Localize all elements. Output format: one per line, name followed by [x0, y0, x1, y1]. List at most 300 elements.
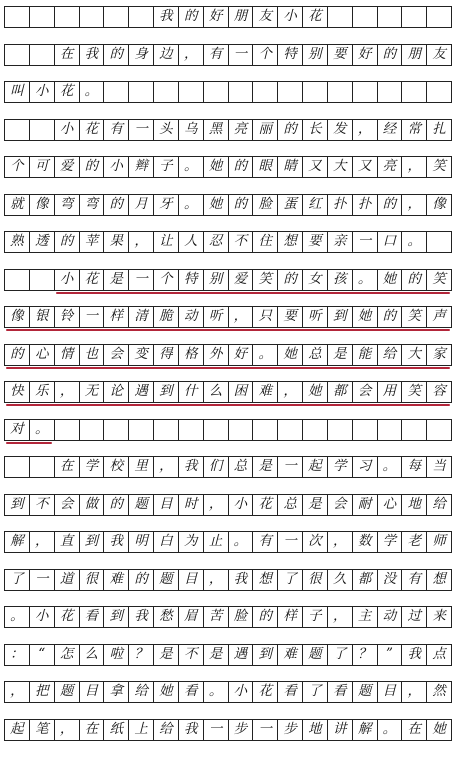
grid-cell: [204, 420, 229, 440]
grid-cell: 里: [129, 457, 154, 477]
grid-cell: 的: [129, 570, 154, 590]
grid-cell: 会: [353, 382, 378, 402]
grid-cell: 是: [204, 645, 229, 665]
grid-cell: 月: [129, 195, 154, 215]
grid-cell: 题: [303, 645, 328, 665]
grid-cell: [378, 420, 403, 440]
grid-cell: 难: [104, 570, 129, 590]
grid-cell: 地: [303, 720, 328, 740]
grid-cell: ，: [129, 232, 154, 252]
grid-cell: 直: [55, 532, 80, 552]
grid-cell: 一: [253, 720, 278, 740]
grid-cell: 她: [378, 270, 403, 290]
grid-cell: 亮: [229, 120, 254, 140]
grid-cell: 别: [303, 45, 328, 65]
grid-line: [4, 269, 452, 291]
grid-cell: 题: [55, 682, 80, 702]
grid-cell: 个: [154, 270, 179, 290]
grid-cell: 听: [204, 307, 229, 327]
grid-cell: 头: [154, 120, 179, 140]
grid-cell: 外: [204, 345, 229, 365]
grid-cell: 别: [204, 270, 229, 290]
grid-cell: 会: [104, 345, 129, 365]
grid-cell: 题: [353, 682, 378, 702]
grid-cell: 是: [303, 495, 328, 515]
grid-cell: 特: [278, 45, 303, 65]
grid-cell: 什: [179, 382, 204, 402]
grid-cell: 点: [427, 645, 452, 665]
grid-cell: 一: [129, 270, 154, 290]
grid-cell: 。: [353, 270, 378, 290]
grid-cell: 脸: [253, 195, 278, 215]
grid-cell: 在: [55, 457, 80, 477]
grid-cell: 爱: [229, 270, 254, 290]
grid-cell: 经: [378, 120, 403, 140]
grid-cell: 到: [80, 532, 105, 552]
grid-cell: 样: [278, 607, 303, 627]
grid-cell: 讲: [328, 720, 353, 740]
grid-cell: 朋: [229, 7, 254, 27]
grid-cell: 难: [278, 645, 303, 665]
grid-cell: 叫: [5, 82, 30, 102]
grid-cell: 辫: [129, 157, 154, 177]
grid-cell: 她: [303, 382, 328, 402]
grid-cell: 笑: [427, 270, 452, 290]
grid-cell: 苦: [204, 607, 229, 627]
grid-cell: 每: [402, 457, 427, 477]
grid-cell: [278, 420, 303, 440]
grid-cell: 丽: [253, 120, 278, 140]
grid-cell: 。: [378, 457, 403, 477]
grid-cell: 脸: [229, 607, 254, 627]
grid-cell: 。: [179, 195, 204, 215]
grid-cell: [129, 420, 154, 440]
grid-cell: 步: [229, 720, 254, 740]
grid-cell: 透: [30, 232, 55, 252]
grid-cell: 遇: [229, 645, 254, 665]
grid-cell: 情: [55, 345, 80, 365]
grid-cell: 解: [353, 720, 378, 740]
grid-cell: [328, 7, 353, 27]
grid-cell: 解: [5, 532, 30, 552]
grid-cell: 们: [204, 457, 229, 477]
grid-line: [4, 306, 452, 328]
grid-cell: 有: [204, 45, 229, 65]
grid-cell: 小: [229, 495, 254, 515]
grid-cell: 来: [427, 607, 452, 627]
grid-cell: 难: [253, 382, 278, 402]
grid-cell: 的: [278, 270, 303, 290]
grid-cell: [5, 45, 30, 65]
grid-cell: 一: [278, 532, 303, 552]
grid-cell: [427, 232, 452, 252]
grid-cell: 是: [104, 270, 129, 290]
grid-cell: [253, 420, 278, 440]
grid-cell: 很: [303, 570, 328, 590]
grid-cell: [80, 420, 105, 440]
grid-cell: 当: [427, 457, 452, 477]
grid-cell: [253, 82, 278, 102]
grid-cell: 目: [179, 570, 204, 590]
grid-cell: 她: [427, 720, 452, 740]
grid-cell: 的: [179, 7, 204, 27]
grid-cell: 又: [353, 157, 378, 177]
grid-cell: [353, 420, 378, 440]
grid-cell: ，: [402, 157, 427, 177]
grid-line: [4, 44, 452, 66]
grid-cell: [427, 420, 452, 440]
grid-cell: [402, 420, 427, 440]
grid-cell: [5, 7, 30, 27]
grid-cell: 边: [154, 45, 179, 65]
grid-cell: 做: [80, 495, 105, 515]
grid-cell: 久: [328, 570, 353, 590]
grid-cell: 拿: [104, 682, 129, 702]
grid-cell: 。: [30, 420, 55, 440]
grid-cell: 蛋: [278, 195, 303, 215]
grid-cell: 友: [427, 45, 452, 65]
grid-line: [4, 569, 452, 591]
grid-cell: 是: [328, 345, 353, 365]
grid-cell: 黑: [204, 120, 229, 140]
grid-cell: 把: [30, 682, 55, 702]
grid-cell: 听: [303, 307, 328, 327]
grid-cell: [55, 7, 80, 27]
grid-cell: 苹: [80, 232, 105, 252]
grid-cell: 一: [129, 120, 154, 140]
grid-cell: 想: [278, 232, 303, 252]
grid-cell: 地: [402, 495, 427, 515]
grid-cell: 是: [253, 457, 278, 477]
grid-cell: 。: [80, 82, 105, 102]
grid-cell: 眉: [179, 607, 204, 627]
grid-cell: 她: [278, 345, 303, 365]
grid-cell: [328, 82, 353, 102]
grid-cell: [154, 420, 179, 440]
grid-cell: 小: [30, 82, 55, 102]
grid-cell: ，: [154, 457, 179, 477]
grid-cell: [353, 82, 378, 102]
grid-cell: 能: [353, 345, 378, 365]
grid-cell: ：: [5, 645, 30, 665]
grid-cell: “: [30, 645, 55, 665]
grid-cell: [5, 270, 30, 290]
grid-cell: 动: [179, 307, 204, 327]
grid-cell: 没: [378, 570, 403, 590]
grid-cell: ，: [30, 532, 55, 552]
grid-cell: 子: [154, 157, 179, 177]
grid-line: [4, 531, 452, 553]
grid-cell: 笑: [427, 157, 452, 177]
grid-cell: 身: [129, 45, 154, 65]
grid-cell: 个: [253, 45, 278, 65]
grid-cell: 。: [5, 607, 30, 627]
grid-cell: [378, 82, 403, 102]
grid-cell: [402, 82, 427, 102]
grid-cell: 起: [303, 457, 328, 477]
grid-cell: 大: [328, 157, 353, 177]
grid-cell: 。: [229, 532, 254, 552]
grid-cell: 牙: [154, 195, 179, 215]
grid-cell: ，: [402, 682, 427, 702]
grid-cell: 红: [303, 195, 328, 215]
grid-cell: 很: [80, 570, 105, 590]
grid-cell: 一: [30, 570, 55, 590]
grid-cell: 不: [179, 645, 204, 665]
grid-cell: ，: [204, 495, 229, 515]
grid-cell: 我: [80, 45, 105, 65]
red-underline: [6, 442, 52, 444]
grid-cell: [278, 82, 303, 102]
grid-cell: 数: [353, 532, 378, 552]
grid-cell: 。: [253, 345, 278, 365]
grid-cell: 止: [204, 532, 229, 552]
grid-cell: 友: [253, 7, 278, 27]
grid-cell: 上: [129, 720, 154, 740]
grid-cell: 朋: [402, 45, 427, 65]
grid-line: [4, 81, 452, 103]
grid-cell: ，: [55, 382, 80, 402]
grid-cell: [204, 82, 229, 102]
grid-cell: 的: [229, 195, 254, 215]
grid-cell: 花: [303, 7, 328, 27]
grid-cell: 到: [5, 495, 30, 515]
grid-cell: ？: [129, 645, 154, 665]
grid-cell: [378, 7, 403, 27]
grid-cell: 起: [5, 720, 30, 740]
grid-line: [4, 419, 452, 441]
grid-cell: 想: [427, 570, 452, 590]
grid-cell: 。: [204, 682, 229, 702]
grid-cell: 熟: [5, 232, 30, 252]
grid-cell: 要: [303, 232, 328, 252]
grid-cell: 我: [229, 570, 254, 590]
grid-cell: 小: [229, 682, 254, 702]
grid-cell: 心: [30, 345, 55, 365]
grid-cell: 。: [179, 157, 204, 177]
grid-cell: [5, 457, 30, 477]
grid-cell: 了: [328, 645, 353, 665]
grid-cell: 了: [5, 570, 30, 590]
red-underline: [6, 367, 450, 369]
grid-cell: 学: [328, 457, 353, 477]
grid-cell: 总: [303, 345, 328, 365]
grid-cell: 果: [104, 232, 129, 252]
grid-cell: 声: [427, 307, 452, 327]
grid-cell: 快: [5, 382, 30, 402]
grid-cell: 的: [378, 307, 403, 327]
grid-cell: 到: [253, 645, 278, 665]
grid-cell: 到: [328, 307, 353, 327]
grid-cell: 了: [278, 570, 303, 590]
grid-cell: 用: [378, 382, 403, 402]
grid-cell: 也: [80, 345, 105, 365]
grid-cell: 会: [328, 495, 353, 515]
grid-cell: 过: [402, 607, 427, 627]
grid-cell: 想: [253, 570, 278, 590]
grid-cell: 有: [402, 570, 427, 590]
grid-cell: 她: [353, 307, 378, 327]
grid-cell: 花: [253, 495, 278, 515]
grid-cell: [229, 420, 254, 440]
grid-cell: 她: [204, 157, 229, 177]
grid-cell: 的: [229, 157, 254, 177]
grid-cell: 花: [80, 270, 105, 290]
grid-cell: 让: [154, 232, 179, 252]
grid-cell: 无: [80, 382, 105, 402]
grid-cell: 遇: [129, 382, 154, 402]
grid-cell: 乌: [179, 120, 204, 140]
grid-cell: 笔: [30, 720, 55, 740]
grid-line: [4, 156, 452, 178]
grid-cell: 不: [229, 232, 254, 252]
grid-cell: 的: [5, 345, 30, 365]
grid-cell: 我: [129, 607, 154, 627]
grid-cell: [80, 7, 105, 27]
grid-cell: 特: [179, 270, 204, 290]
grid-cell: 花: [80, 120, 105, 140]
grid-cell: [427, 82, 452, 102]
grid-line: [4, 6, 452, 28]
grid-cell: 得: [154, 345, 179, 365]
grid-cell: 到: [104, 607, 129, 627]
grid-cell: 都: [353, 570, 378, 590]
grid-cell: 笑: [253, 270, 278, 290]
grid-cell: 扑: [353, 195, 378, 215]
grid-cell: 扑: [328, 195, 353, 215]
grid-cell: 给: [378, 345, 403, 365]
grid-cell: 我: [104, 532, 129, 552]
grid-cell: ，: [278, 382, 303, 402]
grid-cell: [104, 82, 129, 102]
grid-cell: 动: [378, 607, 403, 627]
red-underline: [6, 329, 450, 331]
grid-cell: ，: [5, 682, 30, 702]
grid-line: [4, 231, 452, 253]
grid-cell: 都: [328, 382, 353, 402]
grid-cell: [427, 7, 452, 27]
grid-cell: 笑: [402, 307, 427, 327]
grid-cell: [30, 7, 55, 27]
grid-cell: 小: [104, 157, 129, 177]
grid-cell: [30, 270, 55, 290]
grid-cell: 一: [353, 232, 378, 252]
grid-cell: 主: [353, 607, 378, 627]
grid-cell: 有: [104, 120, 129, 140]
grid-cell: 铃: [55, 307, 80, 327]
grid-cell: 就: [5, 195, 30, 215]
grid-cell: 老: [402, 532, 427, 552]
grid-cell: 的: [253, 607, 278, 627]
grid-cell: 明: [129, 532, 154, 552]
grid-line: [4, 644, 452, 666]
grid-cell: 小: [55, 120, 80, 140]
grid-cell: 好: [204, 7, 229, 27]
grid-cell: 像: [427, 195, 452, 215]
grid-cell: 要: [328, 45, 353, 65]
grid-cell: 银: [30, 307, 55, 327]
grid-cell: [129, 82, 154, 102]
grid-cell: [154, 82, 179, 102]
grid-cell: 我: [402, 645, 427, 665]
grid-cell: 扎: [427, 120, 452, 140]
grid-cell: 是: [154, 645, 179, 665]
grid-cell: 小: [55, 270, 80, 290]
grid-cell: [179, 82, 204, 102]
grid-cell: ，: [179, 45, 204, 65]
grid-cell: 给: [129, 682, 154, 702]
grid-cell: 脆: [154, 307, 179, 327]
grid-cell: 我: [179, 457, 204, 477]
grid-line: [4, 719, 452, 741]
grid-cell: 给: [154, 720, 179, 740]
grid-cell: 愁: [154, 607, 179, 627]
grid-cell: 么: [204, 382, 229, 402]
grid-cell: ，: [353, 120, 378, 140]
grid-cell: 论: [104, 382, 129, 402]
grid-cell: 亮: [378, 157, 403, 177]
grid-cell: ，: [55, 720, 80, 740]
grid-cell: 的: [378, 45, 403, 65]
grid-cell: 常: [402, 120, 427, 140]
grid-cell: 啦: [104, 645, 129, 665]
grid-cell: 题: [129, 495, 154, 515]
grid-cell: [55, 420, 80, 440]
grid-cell: 她: [154, 682, 179, 702]
grid-cell: 长: [303, 120, 328, 140]
grid-cell: 的: [402, 270, 427, 290]
grid-cell: 孩: [328, 270, 353, 290]
grid-cell: 习: [353, 457, 378, 477]
grid-cell: 在: [80, 720, 105, 740]
grid-cell: 花: [55, 607, 80, 627]
grid-cell: 乐: [30, 382, 55, 402]
grid-cell: 纸: [104, 720, 129, 740]
grid-cell: [179, 420, 204, 440]
grid-cell: [30, 120, 55, 140]
grid-cell: 然: [427, 682, 452, 702]
grid-cell: 困: [229, 382, 254, 402]
grid-cell: 在: [402, 720, 427, 740]
grid-cell: 她: [204, 195, 229, 215]
grid-cell: [229, 82, 254, 102]
grid-cell: 亲: [328, 232, 353, 252]
grid-cell: 像: [30, 195, 55, 215]
grid-cell: 又: [303, 157, 328, 177]
grid-cell: 样: [104, 307, 129, 327]
grid-cell: 住: [253, 232, 278, 252]
grid-cell: 女: [303, 270, 328, 290]
grid-cell: 学: [80, 457, 105, 477]
grid-cell: [104, 7, 129, 27]
grid-cell: 格: [179, 345, 204, 365]
grid-cell: 的: [104, 195, 129, 215]
grid-cell: ，: [328, 532, 353, 552]
grid-line: [4, 456, 452, 478]
grid-cell: 看: [80, 607, 105, 627]
grid-cell: ，: [328, 607, 353, 627]
grid-cell: 时: [179, 495, 204, 515]
grid-cell: 像: [5, 307, 30, 327]
red-underline: [56, 292, 450, 294]
grid-cell: 只: [253, 307, 278, 327]
grid-cell: 。: [402, 232, 427, 252]
grid-cell: 一: [278, 457, 303, 477]
grid-cell: [303, 420, 328, 440]
grid-cell: 会: [55, 495, 80, 515]
grid-cell: 的: [80, 157, 105, 177]
grid-cell: 在: [55, 45, 80, 65]
